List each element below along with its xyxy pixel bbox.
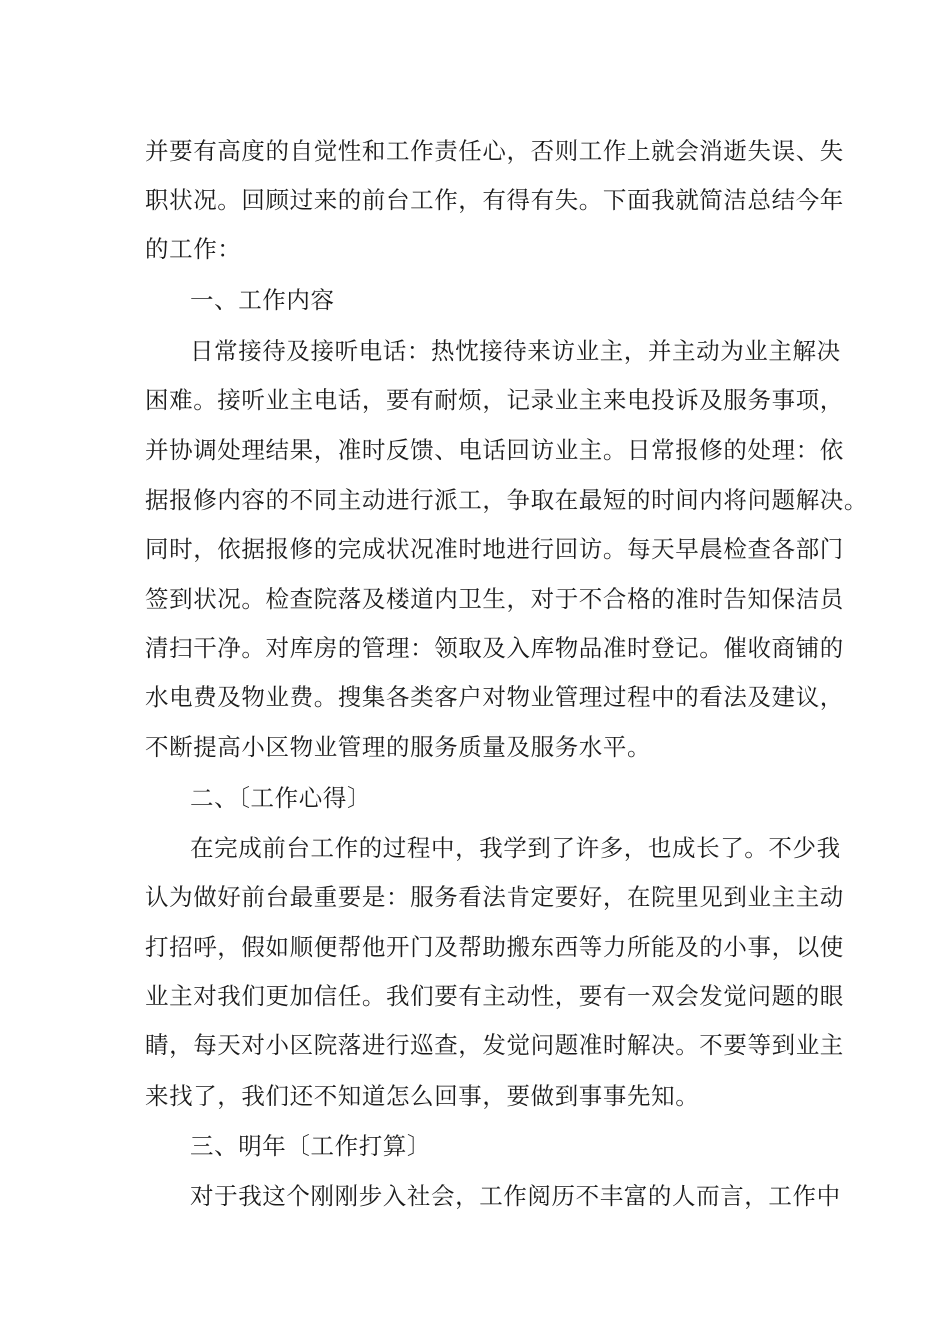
paragraph-line-10: 签到状况。检查院落及楼道内卫生，对于不合格的准时告知保洁员 [145,585,844,613]
section-heading-work-insights: 二、〔工作心得〕 [190,784,372,812]
paragraph-line-13: 不断提高小区物业管理的服务质量及服务水平。 [145,733,652,761]
paragraph-line-20: 来找了，我们还不知道怎么回事，要做到事事先知。 [145,1082,700,1110]
paragraph-line-2: 职状况。回顾过来的前台工作，有得有失。下面我就简洁总结今年 [145,186,844,214]
paragraph-line-19: 睛，每天对小区院落进行巡查，发觉问题准时解决。不要等到业主 [145,1031,844,1059]
paragraph-line-6: 困难。接听业主电话，要有耐烦，记录业主来电投诉及服务事项， [145,386,844,414]
paragraph-line-8: 据报修内容的不同主动进行派工，争取在最短的时间内将问题解决。 [145,486,868,514]
paragraph-line-11: 清扫干净。对库房的管理：领取及入库物品准时登记。催收商铺的 [145,634,844,662]
section-heading-next-year-plan: 三、明年〔工作打算〕 [190,1132,431,1160]
paragraph-line-22: 对于我这个刚刚步入社会，工作阅历不丰富的人而言，工作中 [190,1182,841,1210]
paragraph-line-15: 在完成前台工作的过程中，我学到了许多，也成长了。不少我 [190,834,841,862]
paragraph-line-16: 认为做好前台最重要是：服务看法肯定要好，在院里见到业主主动 [145,883,844,911]
paragraph-line-7: 并协调处理结果，准时反馈、电话回访业主。日常报修的处理：依 [145,436,844,464]
paragraph-line-1: 并要有高度的自觉性和工作责任心，否则工作上就会消逝失误、失 [145,137,844,165]
paragraph-line-17: 打招呼，假如顺便帮他开门及帮助搬东西等力所能及的小事，以使 [145,933,844,961]
paragraph-line-5: 日常接待及接听电话：热忱接待来访业主，并主动为业主解决 [190,337,841,365]
paragraph-line-12: 水电费及物业费。搜集各类客户对物业管理过程中的看法及建议， [145,683,844,711]
paragraph-line-18: 业主对我们更加信任。我们要有主动性，要有一双会发觉问题的眼 [145,982,844,1010]
paragraph-line-9: 同时，依据报修的完成状况准时地进行回访。每天早晨检查各部门 [145,535,844,563]
section-heading-work-content: 一、工作内容 [190,286,335,314]
paragraph-line-3: 的工作： [145,235,242,263]
